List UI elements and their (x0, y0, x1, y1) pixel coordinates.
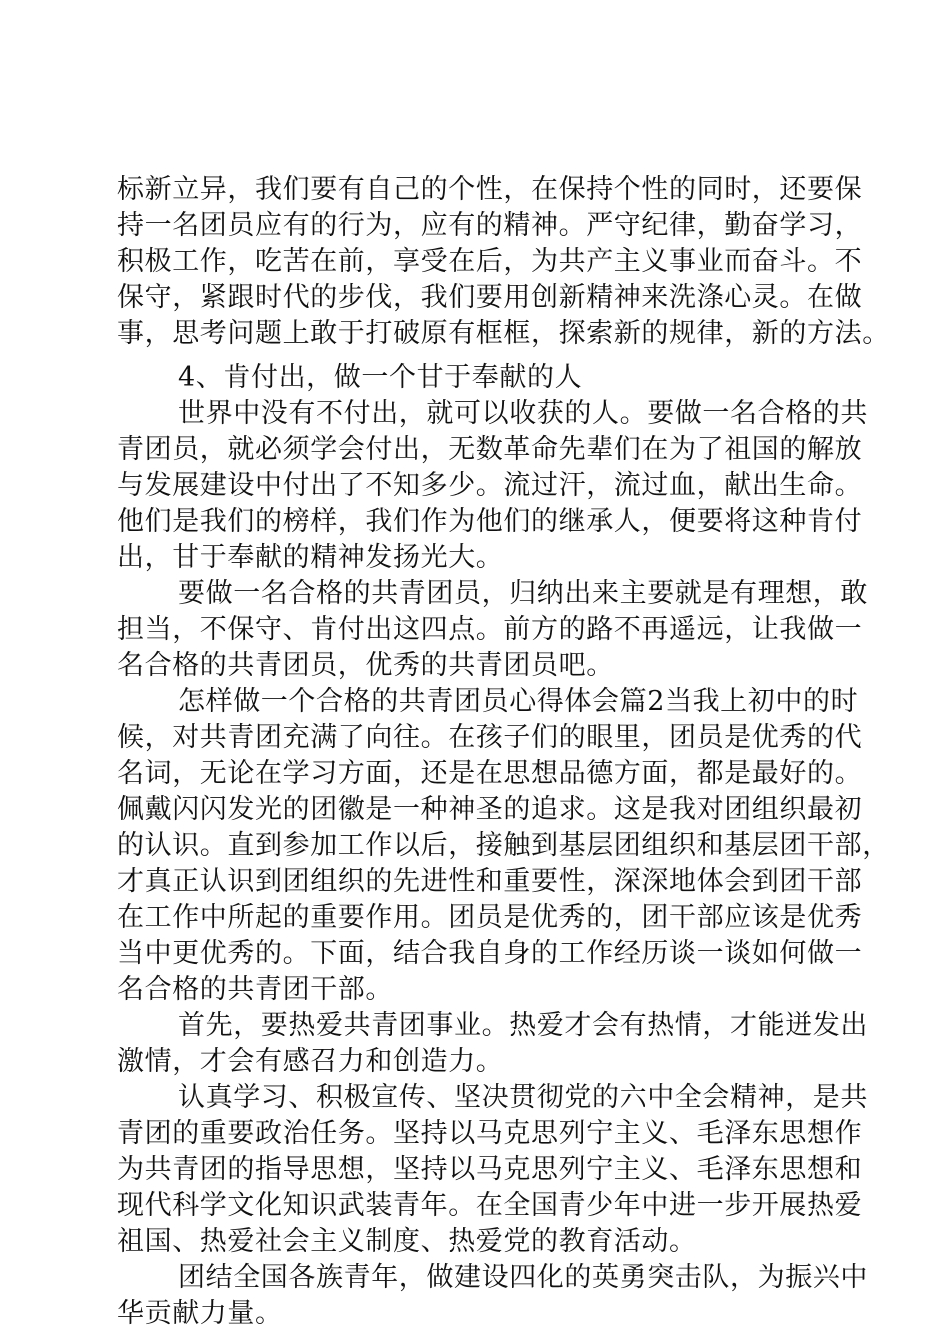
text-line: 在工作中所起的重要作用。团员是优秀的，团干部应该是优秀 (117, 902, 863, 933)
text-line: 首先，要热爱共青团事业。热爱才会有热情，才能迸发出 (178, 1010, 868, 1041)
text-line: 担当，不保守、肯付出这四点。前方的路不再遥远，让我做一 (117, 614, 863, 645)
text-line: 事，思考问题上敢于打破原有框框，探索新的规律，新的方法。 (117, 318, 890, 349)
text-line: 当中更优秀的。下面，结合我自身的工作经历谈一谈如何做一 (117, 938, 863, 969)
text-line: 要做一名合格的共青团员，归纳出来主要就是有理想，敢 (178, 578, 868, 609)
text-line: 标新立异，我们要有自己的个性，在保持个性的同时，还要保 (117, 174, 863, 205)
text-line: 候，对共青团充满了向往。在孩子们的眼里，团员是优秀的代 (117, 722, 863, 753)
text-line: 团结全国各族青年，做建设四化的英勇突击队，为振兴中 (178, 1262, 868, 1293)
text-line: 才真正认识到团组织的先进性和重要性，深深地体会到团干部 (117, 866, 863, 897)
text-line: 积极工作，吃苦在前，享受在后，为共产主义事业而奋斗。不 (117, 246, 863, 277)
text-line: 名词，无论在学习方面，还是在思想品德方面，都是最好的。 (117, 758, 863, 789)
text-line: 的认识。直到参加工作以后，接触到基层团组织和基层团干部， (117, 830, 890, 861)
text-line: 祖国、热爱社会主义制度、热爱党的教育活动。 (117, 1226, 697, 1257)
text-line: 保守，紧跟时代的步伐，我们要用创新精神来洗涤心灵。在做 (117, 282, 863, 313)
text-line: 青团员，就必须学会付出，无数革命先辈们在为了祖国的解放 (117, 434, 863, 465)
text-line: 为共青团的指导思想，坚持以马克思列宁主义、毛泽东思想和 (117, 1154, 863, 1185)
text-line: 佩戴闪闪发光的团徽是一种神圣的追求。这是我对团组织最初 (117, 794, 863, 825)
text-line: 华贡献力量。 (117, 1298, 283, 1329)
text-line: 青团的重要政治任务。坚持以马克思列宁主义、毛泽东思想作 (117, 1118, 863, 1149)
text-line: 激情，才会有感召力和创造力。 (117, 1046, 504, 1077)
text-line: 出，甘于奉献的精神发扬光大。 (117, 542, 504, 573)
text-line: 认真学习、积极宣传、坚决贯彻党的六中全会精神，是共 (178, 1082, 868, 1113)
section-heading: 4、肯付出，做一个甘于奉献的人 (178, 362, 583, 393)
text-line: 持一名团员应有的行为，应有的精神。严守纪律，勤奋学习， (117, 210, 863, 241)
text-line: 名合格的共青团干部。 (117, 974, 393, 1005)
text-line: 他们是我们的榜样，我们作为他们的继承人，便要将这种肯付 (117, 506, 863, 537)
text-line: 名合格的共青团员，优秀的共青团员吧。 (117, 650, 614, 681)
text-line: 怎样做一个合格的共青团员心得体会篇2当我上初中的时 (178, 686, 859, 717)
text-line: 世界中没有不付出，就可以收获的人。要做一名合格的共 (178, 398, 868, 429)
text-line: 现代科学文化知识武装青年。在全国青少年中进一步开展热爱 (117, 1190, 863, 1221)
text-line: 与发展建设中付出了不知多少。流过汗，流过血，献出生命。 (117, 470, 863, 501)
